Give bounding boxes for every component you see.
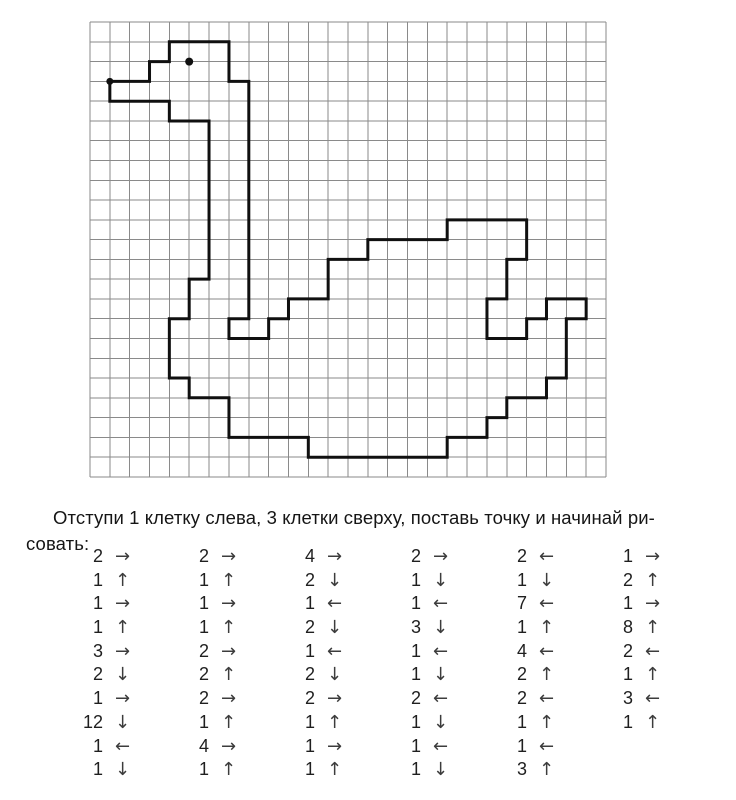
arrow-up-icon: ↑ [221, 664, 237, 686]
moves-column-3 [279, 546, 355, 783]
move-count: 3 [92, 640, 103, 661]
move-count: 1 [622, 593, 633, 614]
move-count: 12 [82, 711, 103, 732]
arrow-left-icon: ← [115, 735, 131, 757]
move-count: 2 [516, 664, 527, 685]
move-count: 2 [304, 617, 315, 638]
arrow-up-icon: ↑ [115, 617, 131, 639]
move-row [173, 641, 249, 665]
arrow-down-icon: ↓ [433, 711, 449, 733]
move-row [67, 712, 143, 736]
arrow-left-icon: ← [433, 688, 449, 710]
move-row [385, 593, 461, 617]
move-count: 1 [198, 711, 209, 732]
instructions-line-1: Отступи 1 клетку слева, 3 клетки сверху, поставь точку и начинай ри- [53, 506, 655, 528]
move-count: 3 [516, 759, 527, 780]
move-row [279, 664, 355, 688]
move-count: 2 [410, 546, 421, 566]
move-row [279, 641, 355, 665]
move-count: 1 [516, 617, 527, 638]
arrow-right-icon: → [115, 688, 131, 710]
move-row [385, 570, 461, 594]
eye-dot [185, 58, 193, 66]
arrow-down-icon: ↓ [433, 569, 449, 591]
move-row [173, 688, 249, 712]
move-count: 1 [92, 688, 103, 709]
move-row [491, 593, 567, 617]
move-row [385, 688, 461, 712]
move-count: 1 [304, 593, 315, 614]
move-row [279, 570, 355, 594]
move-count: 1 [410, 759, 421, 780]
move-count: 1 [198, 569, 209, 590]
arrow-left-icon: ← [539, 593, 555, 615]
arrow-right-icon: → [327, 688, 343, 710]
move-count: 1 [304, 711, 315, 732]
move-row [491, 664, 567, 688]
move-count: 1 [92, 593, 103, 614]
move-count: 1 [410, 593, 421, 614]
move-row [385, 736, 461, 760]
arrow-left-icon: ← [433, 640, 449, 662]
move-count: 1 [198, 617, 209, 638]
move-count: 1 [516, 711, 527, 732]
arrow-down-icon: ↓ [115, 711, 131, 733]
arrow-down-icon: ↓ [433, 664, 449, 686]
move-count: 1 [622, 546, 633, 566]
move-count: 1 [92, 617, 103, 638]
arrow-right-icon: → [221, 593, 237, 615]
move-count: 8 [622, 617, 633, 638]
grid-figure [90, 22, 606, 477]
arrow-down-icon: ↓ [539, 569, 555, 591]
move-row [597, 712, 673, 736]
move-count: 1 [198, 593, 209, 614]
move-count: 1 [92, 569, 103, 590]
arrow-up-icon: ↑ [645, 569, 661, 591]
move-row [491, 546, 567, 570]
arrow-left-icon: ← [539, 688, 555, 710]
move-count: 1 [410, 640, 421, 661]
move-row [597, 688, 673, 712]
arrow-up-icon: ↑ [221, 569, 237, 591]
move-count: 1 [410, 569, 421, 590]
arrow-left-icon: ← [645, 688, 661, 710]
arrow-up-icon: ↑ [327, 711, 343, 733]
move-count: 2 [516, 546, 527, 566]
move-row [385, 617, 461, 641]
move-row [279, 736, 355, 760]
move-row [279, 593, 355, 617]
move-row [597, 617, 673, 641]
move-count: 1 [410, 711, 421, 732]
move-row [385, 759, 461, 783]
moves-column-4 [385, 546, 461, 783]
arrow-right-icon: → [221, 688, 237, 710]
move-count: 2 [198, 688, 209, 709]
move-row [597, 570, 673, 594]
move-count: 2 [92, 546, 103, 566]
move-count: 3 [410, 617, 421, 638]
arrow-left-icon: ← [433, 593, 449, 615]
arrow-down-icon: ↓ [327, 664, 343, 686]
move-row [173, 759, 249, 783]
arrow-up-icon: ↑ [539, 617, 555, 639]
move-row [67, 759, 143, 783]
move-row [67, 664, 143, 688]
move-row [385, 641, 461, 665]
arrow-left-icon: ← [539, 640, 555, 662]
move-count: 2 [198, 546, 209, 566]
arrow-right-icon: → [645, 593, 661, 615]
arrow-up-icon: ↑ [221, 617, 237, 639]
move-count: 2 [198, 640, 209, 661]
move-row [491, 712, 567, 736]
move-row [67, 546, 143, 570]
move-row [597, 664, 673, 688]
move-count: 1 [304, 735, 315, 756]
move-row [597, 641, 673, 665]
move-count: 4 [516, 640, 527, 661]
move-count: 2 [198, 664, 209, 685]
move-row [491, 570, 567, 594]
move-count: 2 [304, 688, 315, 709]
arrow-up-icon: ↑ [539, 711, 555, 733]
move-count: 1 [622, 711, 633, 732]
arrow-up-icon: ↑ [539, 664, 555, 686]
arrow-left-icon: ← [327, 640, 343, 662]
arrow-right-icon: → [221, 546, 237, 567]
arrow-right-icon: → [115, 593, 131, 615]
grid-lines [90, 22, 606, 477]
arrow-right-icon: → [645, 546, 661, 567]
arrow-right-icon: → [433, 546, 449, 567]
arrow-up-icon: ↑ [327, 759, 343, 781]
arrow-right-icon: → [327, 735, 343, 757]
arrow-down-icon: ↓ [327, 617, 343, 639]
start-dot [106, 78, 113, 85]
move-row [173, 736, 249, 760]
move-count: 2 [304, 569, 315, 590]
move-count: 1 [516, 735, 527, 756]
move-count: 1 [516, 569, 527, 590]
move-row [279, 712, 355, 736]
move-row [491, 617, 567, 641]
move-count: 2 [622, 569, 633, 590]
move-row [385, 712, 461, 736]
arrow-down-icon: ↓ [115, 664, 131, 686]
move-count: 7 [516, 593, 527, 614]
arrow-up-icon: ↑ [645, 711, 661, 733]
move-count: 2 [410, 688, 421, 709]
move-count: 2 [622, 640, 633, 661]
arrow-left-icon: ← [539, 546, 555, 567]
move-row [67, 617, 143, 641]
arrow-up-icon: ↑ [115, 569, 131, 591]
arrow-right-icon: → [221, 640, 237, 662]
move-count: 1 [622, 664, 633, 685]
move-row [173, 712, 249, 736]
move-row [173, 546, 249, 570]
move-count: 4 [198, 735, 209, 756]
move-count: 1 [304, 759, 315, 780]
arrow-down-icon: ↓ [433, 617, 449, 639]
move-row [491, 759, 567, 783]
arrow-right-icon: → [115, 640, 131, 662]
move-count: 4 [304, 546, 315, 566]
move-row [597, 593, 673, 617]
moves-column-6 [597, 546, 673, 736]
move-row [173, 570, 249, 594]
move-row [279, 759, 355, 783]
move-count: 2 [92, 664, 103, 685]
move-row [67, 570, 143, 594]
move-count: 3 [622, 688, 633, 709]
moves-column-1 [67, 546, 143, 783]
arrow-right-icon: → [327, 546, 343, 567]
move-row [173, 664, 249, 688]
move-count: 1 [410, 735, 421, 756]
move-row [279, 688, 355, 712]
move-row [67, 688, 143, 712]
move-row [385, 664, 461, 688]
arrow-up-icon: ↑ [645, 664, 661, 686]
instructions-line-2: совать: [26, 532, 90, 554]
arrow-up-icon: ↑ [539, 759, 555, 781]
move-row [173, 593, 249, 617]
arrow-up-icon: ↑ [645, 617, 661, 639]
move-row [279, 546, 355, 570]
arrow-right-icon: → [221, 735, 237, 757]
moves-table [67, 546, 673, 783]
move-row [597, 546, 673, 570]
arrow-left-icon: ← [327, 593, 343, 615]
move-count: 1 [198, 759, 209, 780]
arrow-left-icon: ← [433, 735, 449, 757]
move-row [279, 617, 355, 641]
arrow-right-icon: → [115, 546, 131, 567]
arrow-left-icon: ← [539, 735, 555, 757]
move-count: 1 [304, 640, 315, 661]
move-row [67, 593, 143, 617]
move-row [491, 641, 567, 665]
moves-column-5 [491, 546, 567, 783]
move-count: 1 [92, 735, 103, 756]
move-count: 1 [410, 664, 421, 685]
arrow-left-icon: ← [645, 640, 661, 662]
move-count: 2 [304, 664, 315, 685]
arrow-down-icon: ↓ [433, 759, 449, 781]
arrow-up-icon: ↑ [221, 759, 237, 781]
move-count: 1 [92, 759, 103, 780]
move-row [67, 641, 143, 665]
moves-column-2 [173, 546, 249, 783]
arrow-down-icon: ↓ [115, 759, 131, 781]
move-row [385, 546, 461, 570]
move-row [67, 736, 143, 760]
move-row [491, 688, 567, 712]
move-row [173, 617, 249, 641]
move-count: 2 [516, 688, 527, 709]
arrow-down-icon: ↓ [327, 569, 343, 591]
arrow-up-icon: ↑ [221, 711, 237, 733]
move-row [491, 736, 567, 760]
